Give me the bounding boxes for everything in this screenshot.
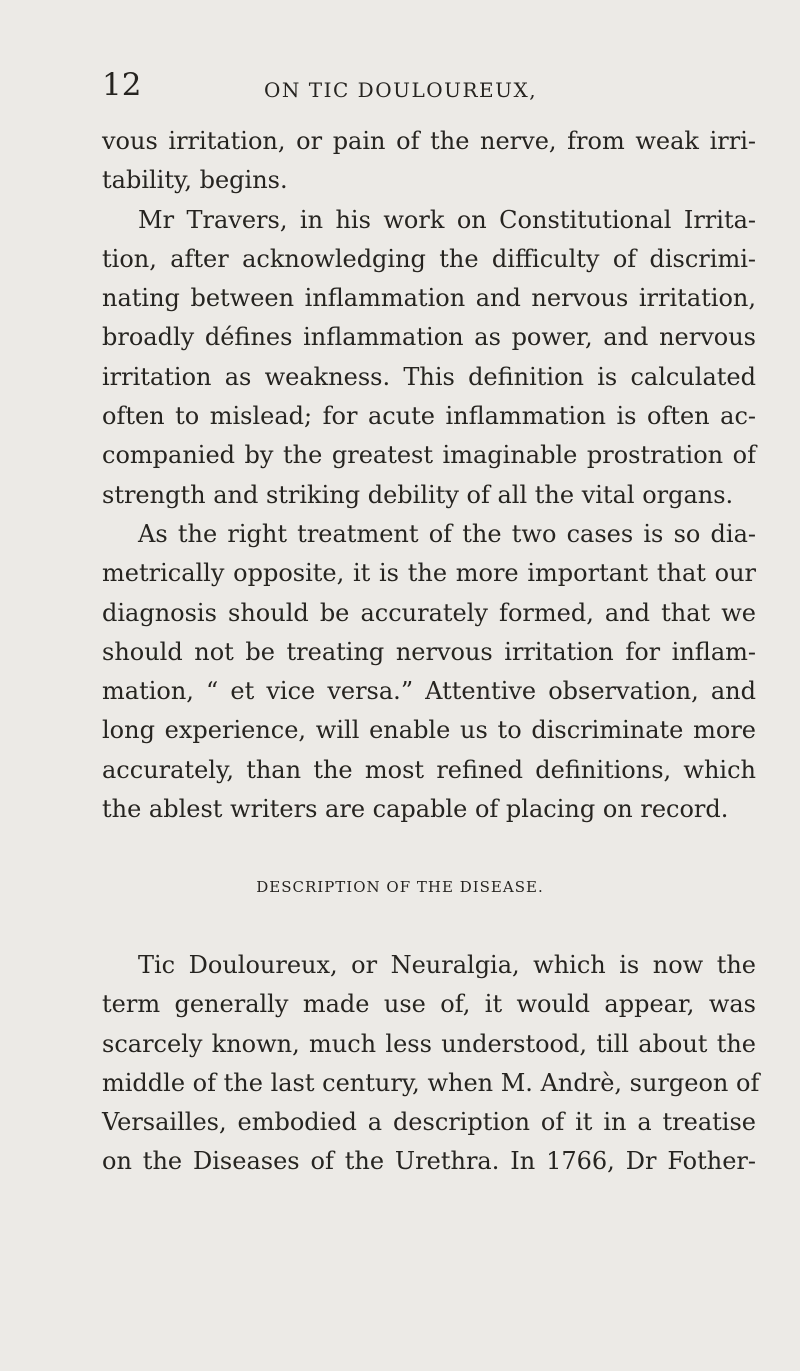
text-line: Tic Douloureux, or Neuralgia, which is now the: [138, 951, 756, 979]
text-line: Versailles, embodied a description of it in a treatise: [102, 1108, 756, 1137]
text-line: long experience, will enable us to discriminate more: [102, 716, 756, 745]
text-line: mation, “ et vice versa.” Attentive observation, and: [102, 677, 756, 706]
text-line: broadly défines inflammation as power, and nervous: [102, 323, 756, 352]
text-line: accurately, than the most refined definitions, which: [102, 755, 756, 784]
text-line: tability, begins.: [102, 166, 288, 195]
running-head: [102, 68, 742, 108]
text-line: nating between inflammation and nervous irritation,: [102, 284, 756, 313]
text-line: scarcely known, much less understood, till about the: [102, 1029, 756, 1058]
text-line: metrically opposite, it is the more important that our: [102, 559, 756, 588]
text-line: strength and striking debility of all the vital organs.: [102, 480, 734, 509]
text-line: Mr Travers, in his work on Constitutional Irrita-: [138, 205, 756, 234]
text-line: As the right treatment of the two cases is so dia-: [138, 519, 756, 548]
page-number: 12: [102, 67, 142, 103]
text-line: diagnosis should be accurately formed, and that we: [102, 598, 756, 627]
text-line: should not be treating nervous irritation for inflam-: [102, 637, 756, 666]
text-line: tion, after acknowledging the difficulty of discrimi-: [102, 244, 756, 273]
text-line: often to mislead; for acute inflammation is often ac-: [102, 402, 756, 431]
text-line: the ablest writers are capable of placing on record.: [102, 795, 729, 824]
text-line: irritation as weakness. This definition is calculated: [102, 362, 756, 391]
body-text-top: [102, 122, 756, 829]
text-line: on the Diseases of the Urethra. In 1766, Dr Fother-: [102, 1147, 756, 1176]
running-title: ON TIC DOULOUREUX,: [264, 78, 538, 102]
text-line: term generally made use of, it would appear, was: [102, 990, 756, 1019]
text-line: middle of the last century, when M. Andrè, surgeon of: [102, 1068, 760, 1097]
text-line: companied by the greatest imaginable prostration of: [102, 441, 756, 470]
text-line: vous irritation, or pain of the nerve, from weak irri-: [102, 127, 756, 155]
section-heading: DESCRIPTION OF THE DISEASE.: [256, 878, 544, 896]
body-text-bottom: [102, 946, 760, 1182]
